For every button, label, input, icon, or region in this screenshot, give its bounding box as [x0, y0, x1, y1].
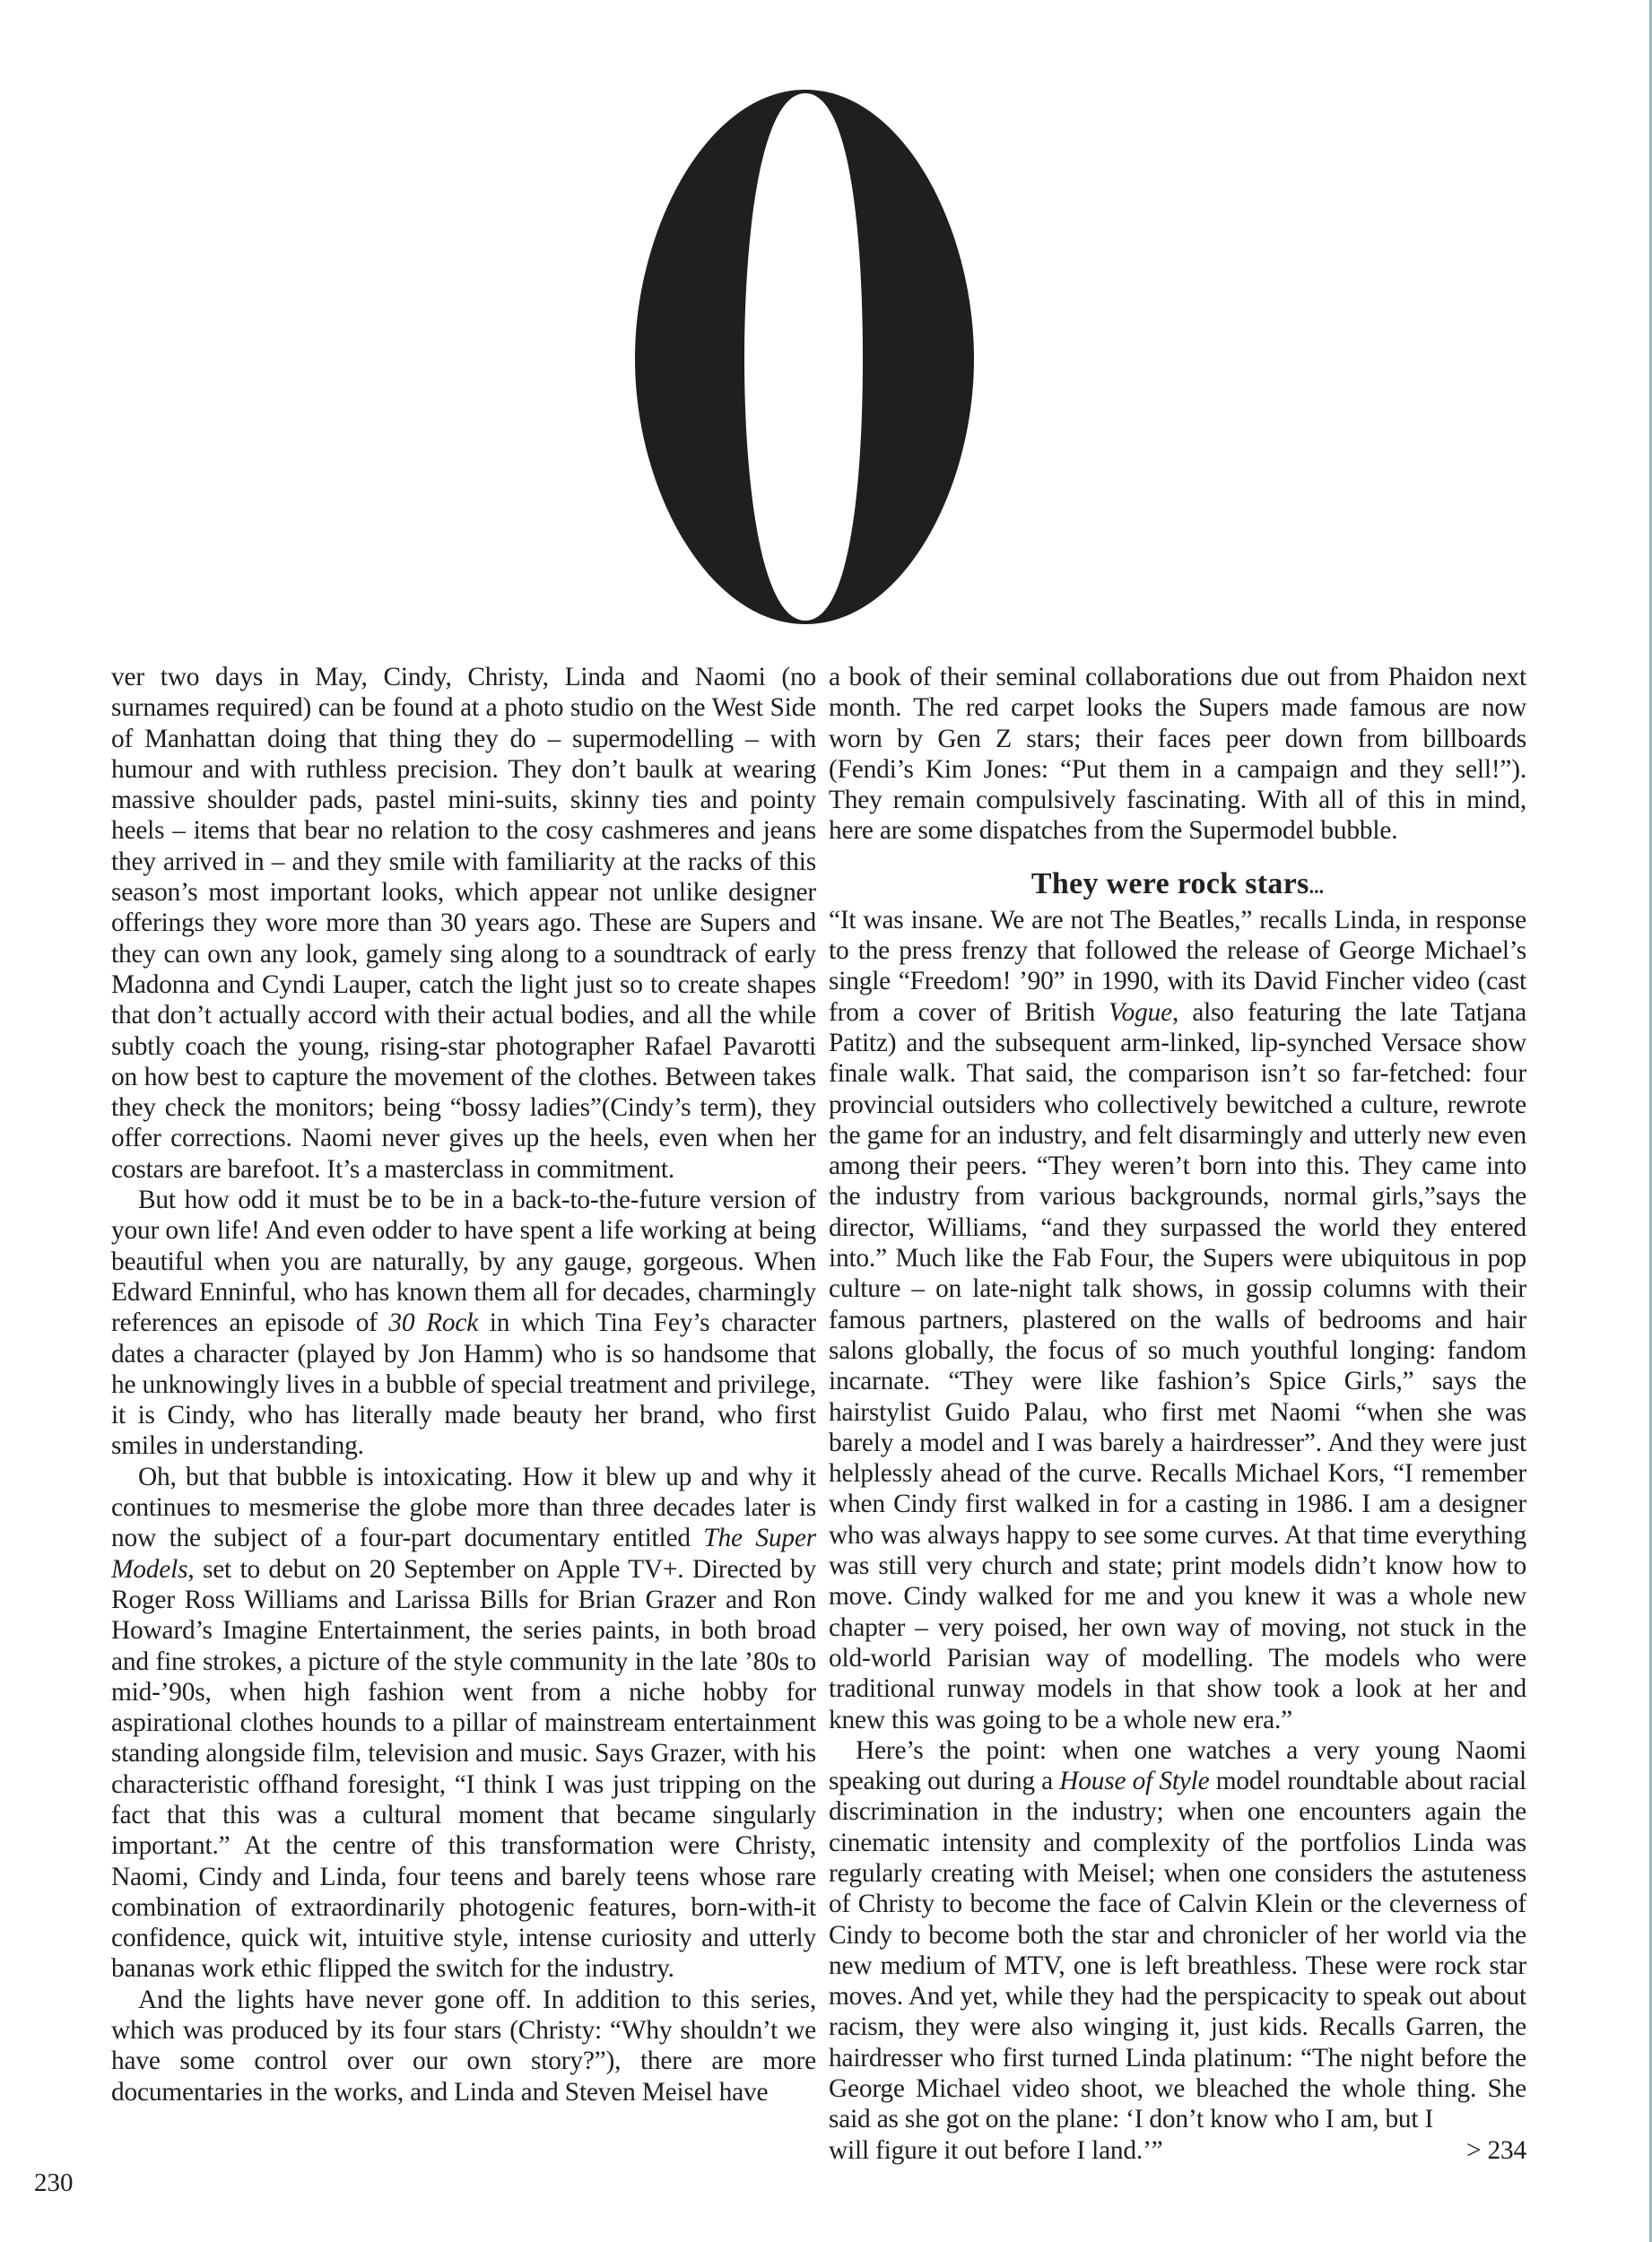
closing-line — [829, 2135, 1526, 2166]
article-column-left — [111, 662, 816, 2107]
italic-title: Vogue — [1109, 997, 1172, 1027]
continued-on-page-link[interactable]: > 234 — [1465, 2135, 1526, 2165]
paragraph — [829, 1735, 1526, 2135]
closing-quote-text: will figure it out before I land.’” — [829, 2135, 1163, 2165]
drop-cap — [574, 54, 1040, 664]
section-subheading — [829, 866, 1526, 905]
text-run: But how odd it must be to be in a back-to-the-future version of your own life! And even odder to have spent a life working at being beautiful when you are naturally, by any gauge, gorgeous. When Edward Enninful, who has known them all for decades, charmingly references an episode of — [111, 1186, 816, 1338]
italic-title: The Super Models — [111, 1524, 817, 1584]
text-run: And the lights have never gone off. In addition to this series, which was produced by its four stars (Christy: “Why shouldn’t we have some control over our own story?”), there are more documentaries in the works, and Linda and Steven Meisel have — [111, 1985, 816, 2107]
paragraph — [829, 905, 1526, 1735]
paragraph-opening — [111, 662, 816, 1185]
drop-cap-o-shape — [635, 90, 974, 624]
article-column-right — [829, 662, 1526, 2166]
paragraph — [111, 1985, 816, 2107]
italic-title: 30 Rock — [388, 1308, 479, 1338]
paragraph — [111, 1462, 816, 1985]
page-number: 230 — [34, 2168, 74, 2197]
subheading-text: They were rock stars — [1030, 866, 1309, 900]
paragraph — [111, 1185, 816, 1462]
text-run: “It was insane. We are not The Beatles,” recalls Linda, in response to the press frenzy that followed the release of George Michael’s single “Freedom! ’90” in 1990, with its David Fincher video (cast from a cover of British — [829, 905, 1526, 1027]
subheading-ellipsis: ... — [1309, 874, 1325, 898]
text-run: in which Tina Fey’s character dates a character (played by Jon Hamm) who is so handsome that he unknowingly lives in a bubble of special treatment and privilege, it is Cindy, who has literally made beauty her brand, who first smiles in understanding. — [111, 1308, 816, 1461]
text-run: model roundtable about racial discrimination in the industry; when one encounters again the cinematic intensity and complexity of the portfolios Linda was regularly creating with Meisel; when one considers the astuteness of Christy to become the face of Calvin Klein or the cleverness of Cindy to become both the star and chronicler of her world via the new medium of MTV, one is left breathless. These were rock star moves. And yet, while they had the perspicacity to speak out about racism, they were also winging it, just kids. Recalls Garren, the hairdresser who first turned Linda platinum: “The night before the George Michael video shoot, we bleached the whole thing. She said as she got on the plane: ‘I don’t know who I am, but I — [829, 1767, 1526, 2134]
text-run: Oh, but that bubble is intoxicating. How it blew up and why it continues to mesmerise the globe more than three decades later is now the subject of a four-part documentary entitled — [111, 1462, 816, 1553]
text-run: Here’s the point: when one watches a very young Naomi speaking out during a — [829, 1735, 1526, 1796]
text-run: , also featuring the late Tatjana Patitz) and the subsequent arm-linked, lip-synched Versace show finale walk. That said, the comparison isn’t so far-fetched: four provincial outsiders who collectively bewitched a culture, rewrote the game for an industry, and felt disarmingly and utterly new even among their peers. “They weren’t born into this. They came into the industry from various backgrounds, normal girls,”says the director, Williams, “and they surpassed the world they entered into.” Much like the Fab Four, the Supers were ubiquitous in pop culture – on late-night talk shows, in gossip columns with their famous partners, plastered on the walls of bedrooms and hair salons globally, the focus of so much youthful longing: fandom incarnate. “They were like fashion’s Spice Girls,” says the hairstylist Guido Palau, who first met Naomi “when she was barely a model and I was barely a hairdresser”. And they were just helplessly ahead of the curve. Recalls Michael Kors, “I remember when Cindy first walked in for a casting in 1986. I am a designer who was always happy to see some curves. At that time everything was still very church and state; print models didn’t know how to move. Cindy walked for me and you knew it was a whole new chapter – very poised, her own way of moving, not stuck in the old-world Parisian way of modelling. The models who were traditional runway models in that show took a look at her and knew this was going to be a whole new era.” — [829, 997, 1526, 1734]
text-run: , set to debut on 20 September on Apple TV+. Directed by Roger Ross Williams and Larissa Bills for Brian Grazer and Ron Howard’s Imagine Entertainment, the series paints, in both broad and fine strokes, a picture of the style community in the late ’80s to mid-’90s, when high fashion went from a niche hobby for aspirational clothes hounds to a pillar of mainstream entertainment standing alongside film, television and music. Says Grazer, with his characteristic offhand foresight, “I think I was just tripping on the fact that this was a cultural moment that became singularly important.” At the centre of this transformation were Christy, Naomi, Cindy and Linda, four teens and barely teens whose rare combination of extraordinarily photogenic features, born-with-it confidence, quick wit, intuitive style, intense curiosity and utterly bananas work ethic flipped the switch for the industry. — [111, 1554, 816, 1984]
paragraph-continued: a book of their seminal collaborations due out from Phaidon next month. The red carpet looks the Supers made famous are now worn by Gen Z stars; their faces peer down from billboards (Fendi’s Kim Jones: “Put them in a campaign and they sell!”). They remain compulsively fascinating. With all of this in mind, here are some dispatches from the Supermodel bubble. — [829, 663, 1526, 846]
drop-cap-o-glyph — [574, 54, 1040, 664]
text-run: ver two days in May, Cindy, Christy, Linda and Naomi (no surnames required) can be found at a photo studio on the West Side of Manhattan doing that thing they do – supermodelling – with humour and with ruthless precision. They don’t baulk at wearing massive shoulder pads, pastel mini-suits, skinny ties and pointy heels – items that bear no relation to the cosy cashmeres and jeans they arrived in – and they smile with familiarity at the racks of this season’s most important looks, which appear not unlike designer offerings they wore more than 30 years ago. These are Supers and they can own any look, gamely sing along to a soundtrack of early Madonna and Cyndi Lauper, catch the light just so to create shapes that don’t actually accord with their actual bodies, and all the while subtly coach the young, rising-star photographer Rafael Pavarotti on how best to capture the movement of the clothes. Between takes they check the monitors; being “bossy ladies”(Cindy’s term), they offer corrections. Naomi never gives up the heels, even when her costars are barefoot. It’s a masterclass in commitment. — [111, 663, 816, 1184]
italic-title: House of Style — [1059, 1767, 1210, 1796]
